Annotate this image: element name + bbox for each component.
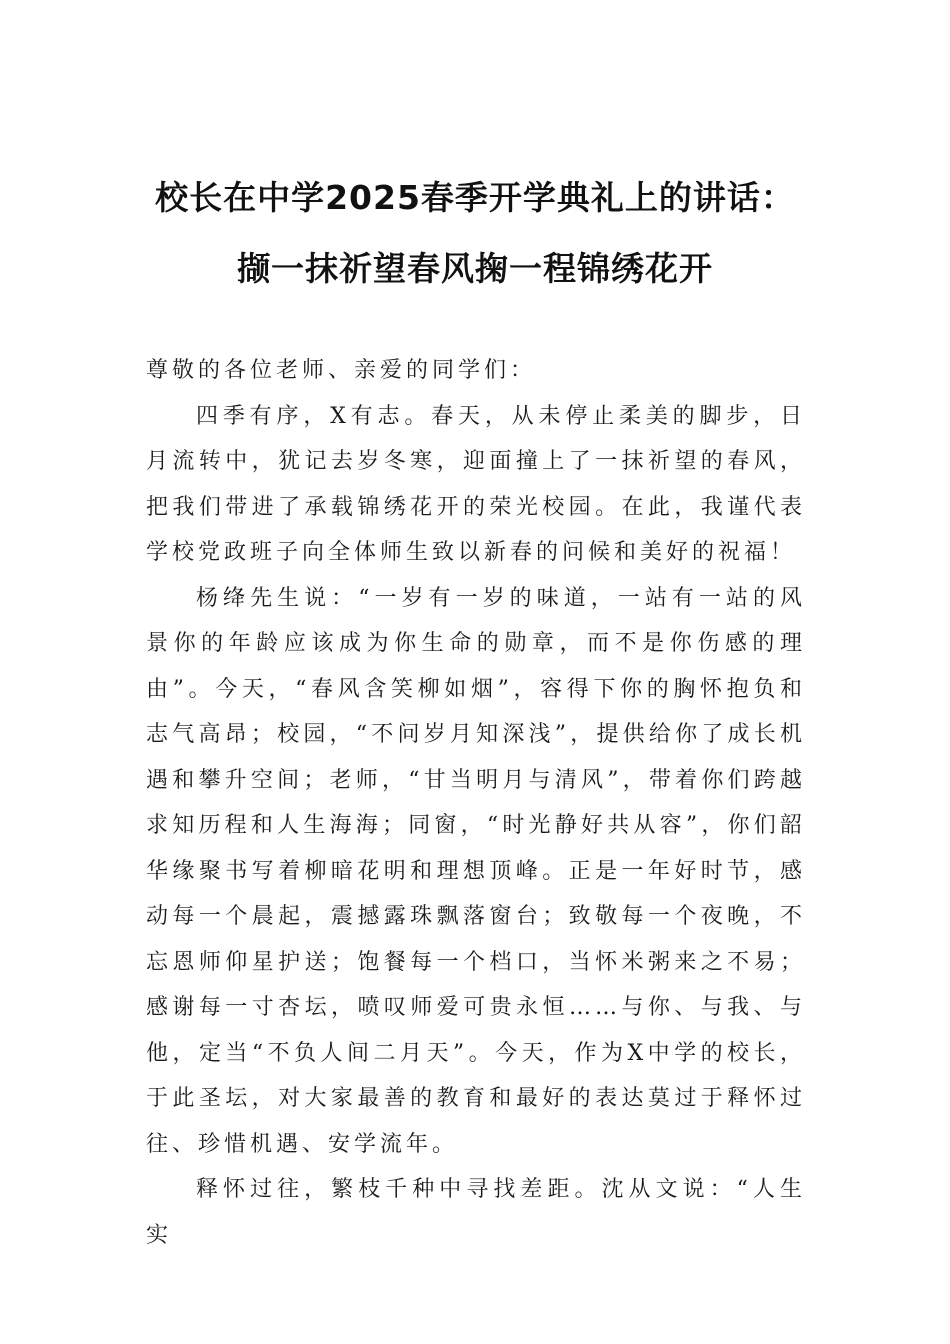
paragraph: 释怀过往，繁枝千种中寻找差距。沈从文说：“人生实 <box>146 1177 806 1248</box>
document-title-line1: 校长在中学2025春季开学典礼上的讲话： <box>155 178 795 217</box>
paragraph: 四季有序，X有志。春天，从未停止柔美的脚步，日月流转中，犹记去岁冬寒，迎面撞上了一抹祈望的春风，把我们带进了承载锦绣花开的荣光校园。在此，我谨代表学校党政班子向全体师生致以新春的问候和美好的祝福！ <box>146 403 806 565</box>
salutation: 尊敬的各位老师、亲爱的同学们： <box>146 358 537 383</box>
document-body <box>146 348 806 1258</box>
document-title-line2: 撷一抹祈望春风掬一程锦绣花开 <box>237 249 713 288</box>
paragraph: 杨绛先生说：“一岁有一岁的味道，一站有一站的风景你的年龄应该成为你生命的勋章，而不是你伤感的理由”。今天，“春风含笑柳如烟”，容得下你的胸怀抱负和志气高昂；校园，“不问岁月知深浅”，提供给你了成长机遇和攀升空间；老师，“甘当明月与清风”，带着你们跨越求知历程和人生海海；同窗，“时光静好共从容”，你们韶华缘聚书写着柳暗花明和理想顶峰。正是一年好时节，感动每一个晨起，震撼露珠飘落窗台；致敬每一个夜晚，不忘恩师仰星护送；饱餐每一个档口，当怀米粥来之不易；感谢每一寸杏坛，喷叹师爱可贵永恒……与你、与我、与他，定当“不负人间二月天”。今天，作为X中学的校长，于此圣坛，对大家最善的教育和最好的表达莫过于释怀过往、珍惜机遇、安学流年。 <box>146 585 806 1157</box>
